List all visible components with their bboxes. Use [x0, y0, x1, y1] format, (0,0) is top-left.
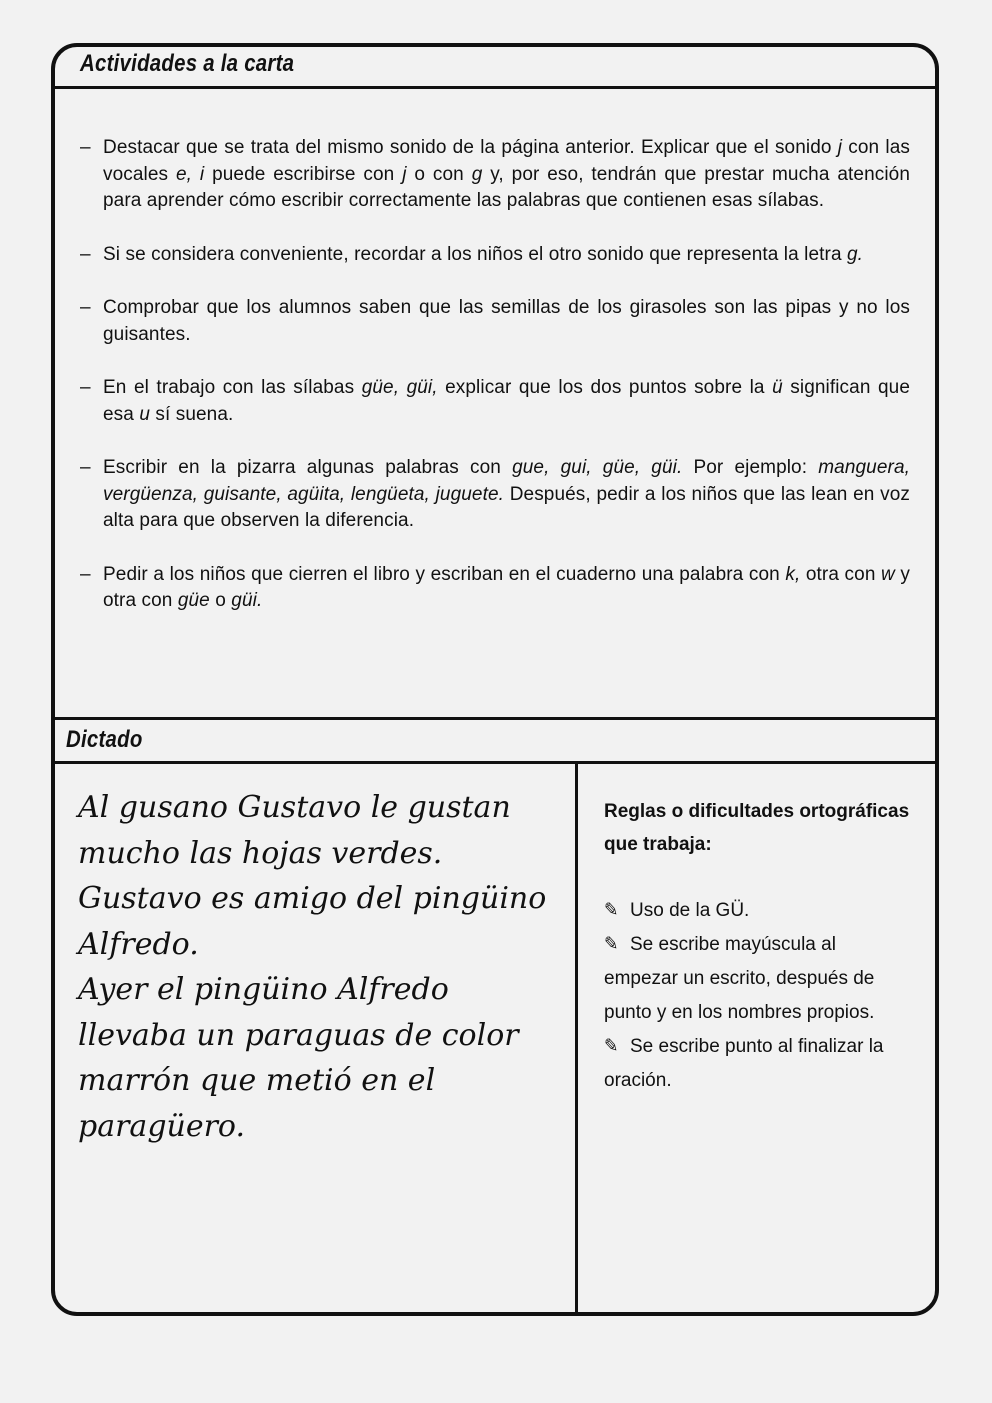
list-item: – En el trabajo con las sílabas güe, güi, explicar que los dos puntos sobre la ü significan que esa u sí suena.: [80, 377, 911, 425]
dictation-line: llevaba un paraguas de color: [78, 1017, 519, 1053]
header-divider: [51, 86, 939, 89]
activities-list: [80, 135, 910, 642]
activity-text: Si se considera conveniente, recordar a los niños el otro sonido que representa la letra g.: [103, 243, 864, 265]
activity-text: Destacar que se trata del mismo sonido de la página anterior. Explicar que el sonido j con las vocales e, i puede escribirse con j o con g y, por eso, tendrán que prestar mucha atención para aprender cómo escribir correctamente las palabras que contienen esas sílabas.: [103, 137, 910, 211]
rule-text: Uso de la GÜ.: [630, 900, 750, 921]
rule-text: Se escribe mayúscula al empezar un escrito, después de punto y en los nombres propios.: [604, 934, 875, 1023]
activity-text: Escribir en la pizarra algunas palabras con gue, gui, güe, güi. Por ejemplo: manguera, vergüenza, guisante, agüita, lengüeta, juguete. Después, pedir a los niños que las lean en voz alta para que observen la diferencia.: [103, 457, 910, 531]
activity-text: Comprobar que los alumnos saben que las semillas de los girasoles son las pipas y no los guisantes.: [103, 297, 910, 345]
activities-title: Actividades a la carta: [80, 50, 295, 77]
section-divider-bottom: [51, 761, 939, 764]
rule-item: [604, 928, 914, 1030]
dictation-line: paragüero.: [78, 1108, 246, 1144]
dictation-line: Ayer el pingüino Alfredo: [78, 972, 449, 1007]
rule-item: [604, 1030, 914, 1098]
rule-text: Se escribe punto al finalizar la oración.: [604, 1036, 884, 1091]
list-item: – Si se considera conveniente, recordar a los niños el otro sonido que representa la letra g.: [80, 243, 864, 265]
list-item: – Comprobar que los alumnos saben que las semillas de los girasoles son las pipas y no los guisantes.: [80, 297, 910, 345]
rules-title: Reglas o dificultades ortográficas que trabaja:: [604, 801, 910, 855]
dictation-line: Alfredo.: [78, 926, 199, 962]
rules-panel: [604, 795, 914, 1098]
activity-text: En el trabajo con las sílabas güe, güi, explicar que los dos puntos sobre la ü significan que esa u sí suena.: [103, 377, 911, 425]
dictation-line: marrón que metió en el: [78, 1063, 436, 1098]
list-item: – Destacar que se trata del mismo sonido de la página anterior. Explicar que el sonido j con las vocales e, i puede escribirse con j o con g y, por eso, tendrán que prestar mucha atención para aprender cómo escribir correctamente las palabras que contienen esas sílabas.: [80, 137, 910, 211]
list-item: – Escribir en la pizarra algunas palabras con gue, gui, güe, güi. Por ejemplo: manguera, vergüenza, guisante, agüita, lengüeta, juguete. Después, pedir a los niños que las lean en voz alta para que observen la diferencia.: [80, 457, 910, 531]
dictation-text: [78, 785, 558, 1149]
list-item: – Pedir a los niños que cierren el libro y escriban en el cuaderno una palabra con k, otra con w y otra con güe o güi.: [80, 563, 910, 611]
dictation-line: Al gusano Gustavo le gustan: [78, 790, 511, 825]
pencil-icon: ✎: [604, 934, 619, 955]
dictation-line: Gustavo es amigo del pingüino: [78, 881, 547, 916]
dictation-line: mucho las hojas verdes.: [78, 835, 443, 871]
rule-item: [604, 894, 914, 928]
activity-text: Pedir a los niños que cierren el libro y escriban en el cuaderno una palabra con k, otra con w y otra con güe o güi.: [103, 563, 910, 611]
section-divider-top: [51, 717, 939, 720]
pencil-icon: ✎: [604, 900, 619, 921]
column-divider: [575, 763, 578, 1316]
dictado-title: Dictado: [66, 726, 143, 753]
pencil-icon: ✎: [604, 1036, 619, 1057]
